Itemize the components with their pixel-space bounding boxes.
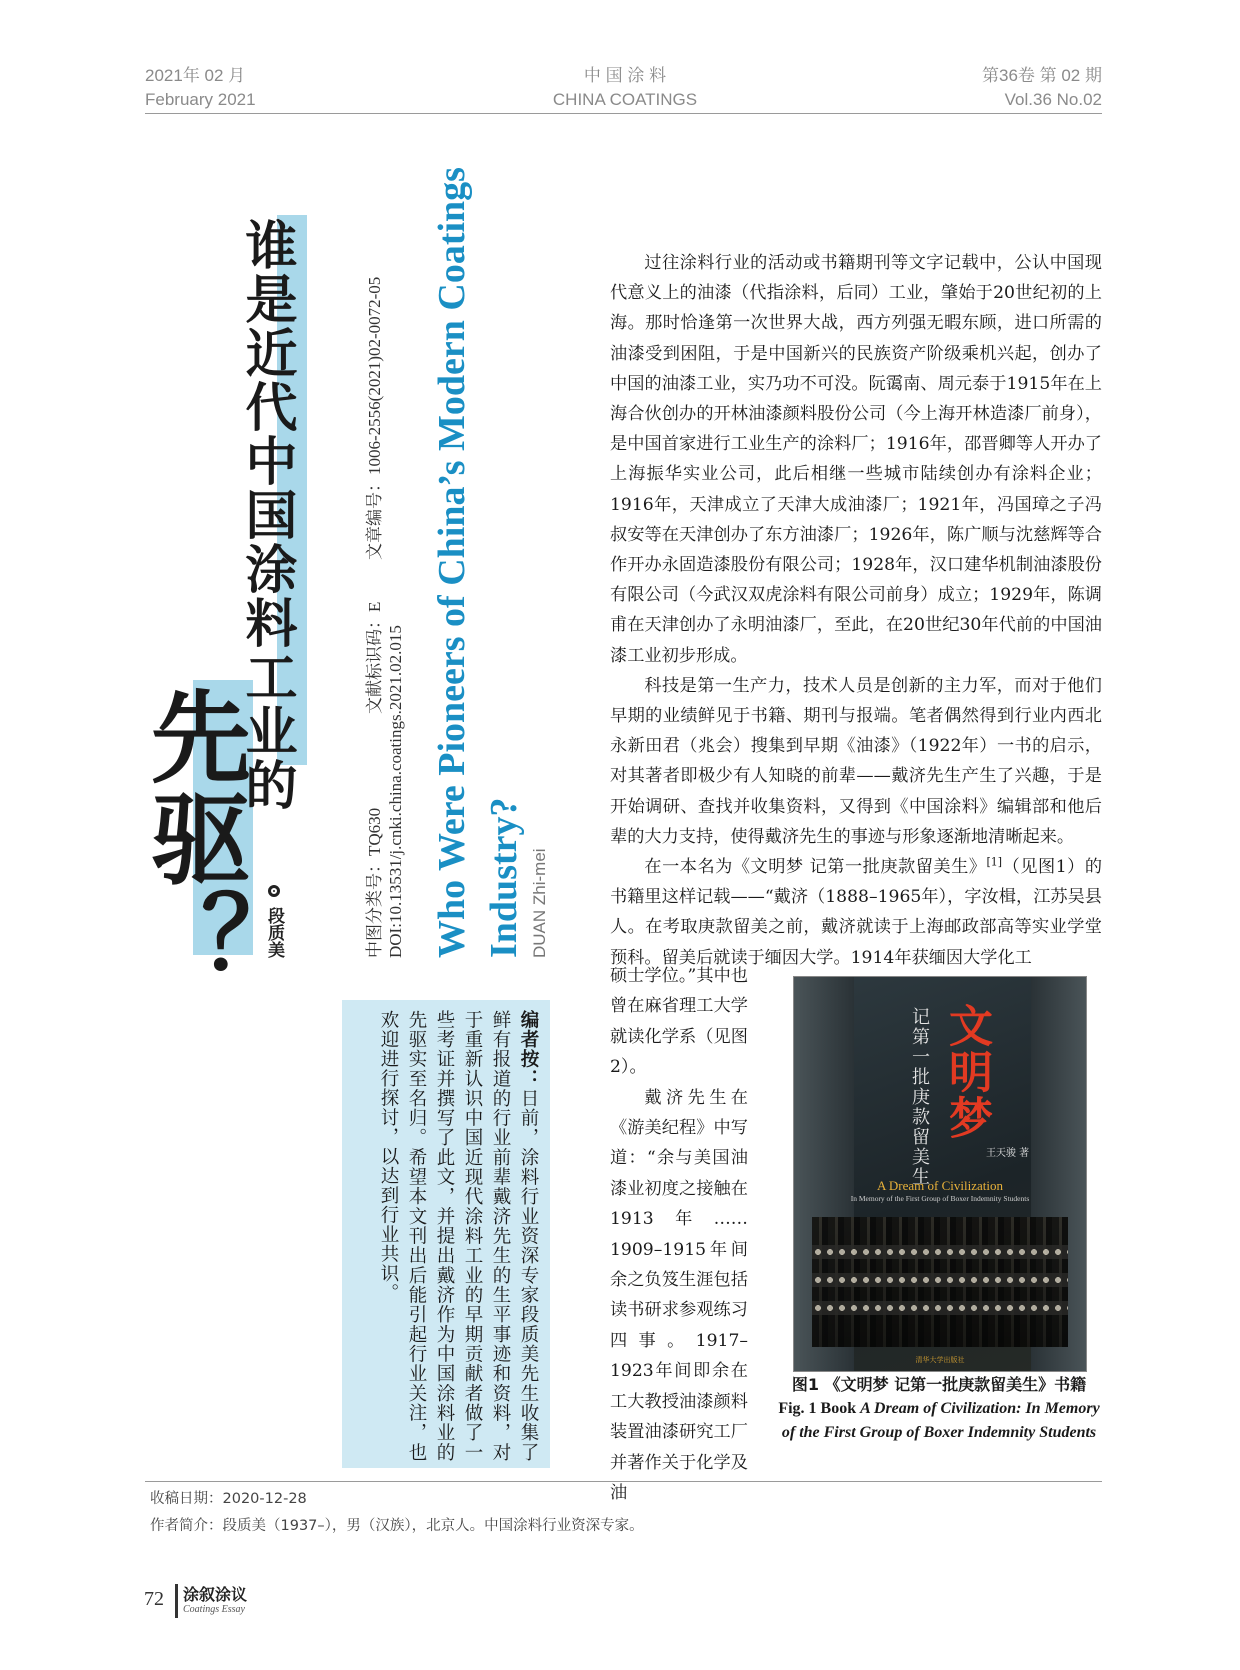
article-title-line1: 谁是近代中国涂料工业的	[236, 218, 297, 812]
section-name-cn: 涂叙涂议	[183, 1585, 248, 1604]
cover-subtitle: 记第一批庚款留美生	[909, 1007, 930, 1187]
article-title-line2: 先驱？	[134, 685, 252, 991]
doi: DOI:10.13531/j.cnki.china.coatings.2021.02.015	[386, 625, 405, 958]
cover-english-subtitle: In Memory of the First Group of Boxer Indemnity Students	[850, 1194, 1030, 1203]
cover-publisher: 清华大学出版社	[915, 1356, 965, 1364]
body-paragraph-3-a: 在一本名为《文明梦 记第一批庚款留美生》	[644, 857, 987, 878]
document-code: 文献标识码：E	[365, 601, 384, 714]
footnote-rule	[145, 1481, 1102, 1482]
figure-caption-en-title: A Dream of Civilization: In Memory of the First Group of Boxer Indemnity Students	[781, 1400, 1100, 1441]
author-bio: 作者简介：段质美（1937–），男（汉族），北京人。中国涂料行业资深专家。	[150, 1518, 644, 1534]
cover-photo-row	[812, 1301, 1068, 1315]
clc-number: 中图分类号：TQ630	[365, 807, 384, 958]
citation-ref-1: [1]	[986, 855, 1003, 869]
english-title-line1: Who Were Pioneers of China’s Modern Coatings	[431, 167, 473, 958]
body-paragraph-3	[610, 852, 1102, 973]
editor-note	[350, 1010, 542, 1462]
figure-caption-en	[776, 1397, 1102, 1445]
header-date-cn: 2021年 02 月	[145, 66, 246, 85]
english-author: DUAN Zhi-mei	[530, 848, 549, 958]
article-author	[262, 885, 287, 958]
header-issue-cn: 第36卷 第 02 期	[982, 66, 1102, 85]
body-paragraph-3-continued: 硕士学位。”其中也曾在麻省理工大学就读化学系（见图2）。	[610, 966, 748, 1078]
figure-caption-en-prefix: Fig. 1 Book	[778, 1400, 861, 1417]
cover-title: 文明梦	[941, 1003, 992, 1141]
editor-note-text: 日前，涂料行业资深专家段质美先生收集了鲜有报道的行业前辈戴济先生的生平事迹和资料，对于重新认识中国近现代涂料工业的早期贡献者做了一些考证并撰写了此文，并提出戴济作为中国涂料业的先驱实至名归。希望本文刊出后能引起行业关注，也欢迎进行探讨，以达到行业共识。	[378, 1010, 539, 1463]
page-footer-divider	[175, 1584, 178, 1618]
cover-photo-row	[812, 1273, 1068, 1287]
body-main-column	[610, 248, 1102, 973]
cover-author: 王天骏 著	[986, 1148, 1030, 1159]
header-issue-en: Vol.36 No.02	[1004, 90, 1102, 109]
cover-english-title: A Dream of Civilization	[876, 1178, 1003, 1193]
english-title-line2: Industry?	[483, 797, 525, 958]
body-paragraph-4: 戴济先生在《游美纪程》中写道：“余与美国油漆业初度之接触在1913年……1909–1915年间余之负笈生涯包括读书研求参观练习四事。1917–1923年间即余在工大教授油漆颜料装置油漆研究工厂并著作关于化学及油	[610, 1087, 748, 1503]
cover-photo-row	[812, 1245, 1068, 1259]
header-rule	[145, 113, 1102, 114]
body-paragraph-2: 科技是第一生产力，技术人员是创新的主力军，而对于他们早期的业绩鲜见于书籍、期刊与报端。笔者偶然得到行业内西北永新田君（兆会）搜集到早期《油漆》（1922年）一书的启示，对其著者即极少有人知晓的前辈——戴济先生产生了兴趣，于是开始调研、查找并收集资料，又得到《中国涂料》编辑部和他后辈的大力支持，使得戴济先生的事迹与形象逐渐地清晰起来。	[610, 675, 1102, 847]
book-cover-figure	[793, 976, 1087, 1372]
author-bullet-icon	[268, 885, 280, 897]
section-name-en: Coatings Essay	[183, 1604, 245, 1615]
header-date-en: February 2021	[145, 90, 256, 109]
editor-note-label: 编者按：	[518, 1010, 539, 1089]
header-journal-en: CHINA COATINGS	[552, 90, 698, 109]
page-number: 72	[144, 1588, 164, 1610]
body-narrow-column	[610, 961, 748, 1508]
figure-caption	[776, 1373, 1102, 1445]
figure-caption-cn: 图1 《文明梦 记第一批庚款留美生》书籍	[791, 1375, 1087, 1394]
article-number: 文章编号：1006-2556(2021)02-0072-05	[365, 276, 384, 560]
body-paragraph-3-b: （见图1）的书籍里这样记载——“戴济（1888–1965年），字汝楫，江苏吴县人。在考取庚款留美之前，戴济就读于上海邮政部高等实业学堂预科。留美后就读于缅因大学。1914年获缅因大学化工	[610, 857, 1103, 968]
body-paragraph-1: 过往涂料行业的活动或书籍期刊等文字记载中，公认中国现代意义上的油漆（代指涂料，后同）工业，肇始于20世纪初的上海。那时恰逢第一次世界大战，西方列强无暇东顾，进口所需的油漆受到困阻，于是中国新兴的民族资产阶级乘机兴起，创办了中国的油漆工业，实乃功不可没。阮霭南、周元泰于1915年在上海合伙创办的开林油漆颜料股份公司（今上海开林造漆厂前身），是中国首家进行工业生产的涂料厂；1916年，邵晋卿等人开办了上海振华实业公司，此后相继一些城市陆续创办有涂料企业；1916年，天津成立了天津大成油漆厂；1921年，冯国璋之子冯叔安等在天津创办了东方油漆厂；1926年，陈广顺与沈慈辉等合作开办永固造漆股份有限公司；1928年，汉口建华机制油漆股份有限公司（今武汉双虎涂料有限公司前身）成立；1929年，陈调甫在天津创办了永明油漆厂，至此，在20世纪30年代前的中国油漆工业初步形成。	[610, 253, 1102, 666]
header-journal-cn: 中 国 涂 料	[583, 66, 667, 85]
author-name: 段质美	[264, 906, 284, 958]
received-date: 收稿日期：2020-12-28	[150, 1491, 307, 1507]
